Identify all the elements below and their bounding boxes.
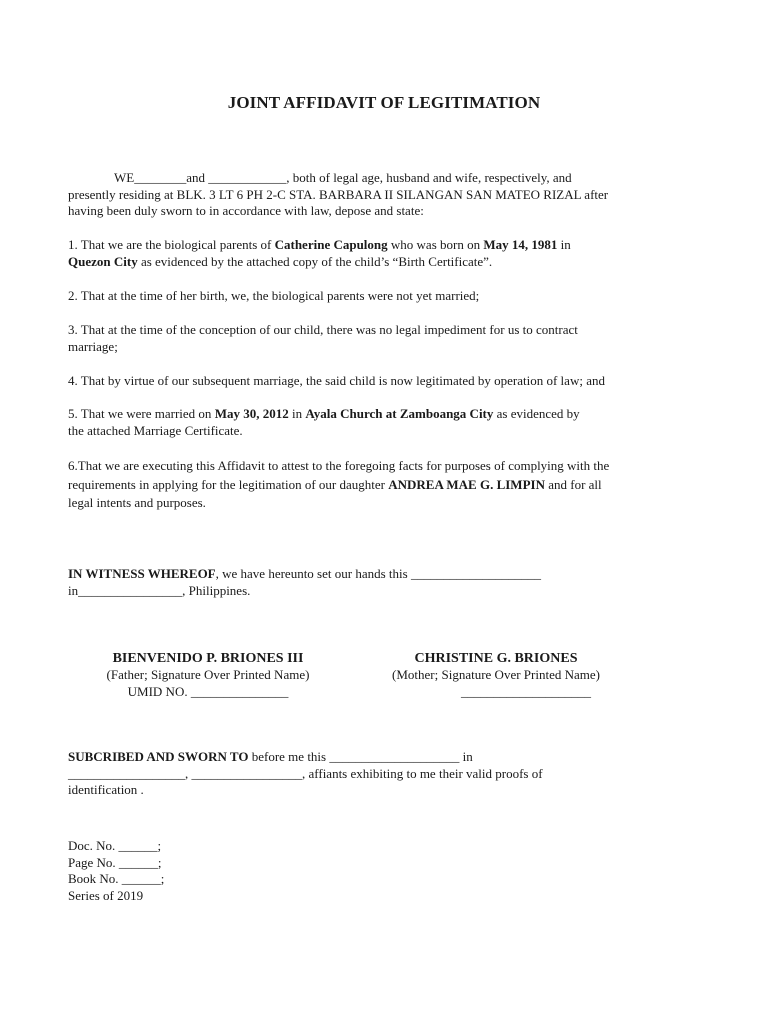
jurat-text-c: , affiants exhibiting to me their valid proofs of bbox=[302, 765, 543, 781]
witness-place-blank: ________________ bbox=[78, 582, 183, 598]
jurat-text-a: before me this bbox=[248, 749, 330, 764]
jurat-heading: SUBCRIBED AND SWORN TO bbox=[68, 749, 249, 764]
item-3-line-2: marriage; bbox=[68, 338, 118, 354]
item-5-text-a: 5. That we were married on bbox=[68, 406, 215, 421]
item-6-text-a: requirements in applying for the legitimation of our daughter bbox=[68, 476, 389, 492]
jurat-line-3: identification . bbox=[68, 782, 144, 797]
father-signature-block bbox=[68, 650, 348, 700]
item-3 bbox=[68, 322, 698, 355]
witness-line-2 bbox=[68, 583, 698, 600]
birth-date: May 14, 1981 bbox=[483, 237, 558, 252]
mother-name: CHRISTINE G. BRIONES bbox=[414, 651, 578, 666]
item-5 bbox=[68, 406, 698, 439]
birth-place: Quezon City bbox=[68, 253, 138, 269]
child-name: Catherine Capulong bbox=[274, 237, 388, 252]
jurat-line-2 bbox=[68, 766, 698, 783]
item-3-line-1: 3. That at the time of the conception of our child, there was no legal impediment for us to contract bbox=[68, 322, 578, 337]
item-6-line-3: legal intents and purposes. bbox=[68, 495, 206, 510]
book-no: Book No. ______; bbox=[68, 871, 165, 886]
witness-text-b: , Philippines. bbox=[182, 582, 251, 598]
jurat-blank-1: __________________ bbox=[68, 765, 185, 781]
jurat-text-b: in bbox=[459, 749, 473, 764]
document-title: JOINT AFFIDAVIT OF LEGITIMATION bbox=[227, 93, 541, 112]
jurat-comma: , bbox=[185, 765, 192, 781]
page-no: Page No. ______; bbox=[68, 854, 162, 870]
jurat-line-1 bbox=[68, 749, 698, 766]
intro-line-1 bbox=[68, 170, 698, 187]
witness-heading: IN WITNESS WHEREOF bbox=[68, 566, 216, 581]
intro-line-1-rest: , both of legal age, husband and wife, respectively, and bbox=[286, 170, 572, 185]
witness-text-a: , we have hereunto set our hands this bbox=[215, 566, 411, 581]
item-4: 4. That by virtue of our subsequent marriage, the said child is now legitimated by operation of law; and bbox=[68, 373, 605, 388]
marriage-place: Ayala Church at Zamboanga City bbox=[305, 406, 494, 421]
item-6-text-b: and for all bbox=[544, 476, 602, 492]
jurat-date-blank: ____________________ bbox=[329, 749, 460, 764]
intro-line-3: having been duly sworn to in accordance with law, depose and state: bbox=[68, 203, 424, 218]
mother-signature-block bbox=[356, 650, 636, 700]
item-1-text-d: as evidenced by the attached copy of the child’s “Birth Certificate”. bbox=[137, 253, 493, 269]
item-5-text-c: as evidenced by bbox=[493, 406, 580, 421]
marriage-date: May 30, 2012 bbox=[214, 406, 289, 421]
item-6-line-1: 6.That we are executing this Affidavit to attest to the foregoing facts for purposes of complying with the bbox=[68, 458, 610, 473]
wife-name-blank: ____________ bbox=[208, 170, 287, 185]
intro-we: WE bbox=[114, 170, 135, 185]
item-5-line-2: the attached Marriage Certificate. bbox=[68, 422, 243, 438]
father-role: (Father; Signature Over Printed Name) bbox=[106, 667, 310, 682]
item-1 bbox=[68, 237, 698, 270]
witness-clause bbox=[68, 566, 698, 599]
item-1-line-2 bbox=[68, 254, 698, 271]
item-1-text-a: 1. That we are the biological parents of bbox=[68, 237, 275, 252]
jurat-blank-2: _________________ bbox=[191, 765, 302, 781]
daughter-name: ANDREA MAE G. LIMPIN bbox=[388, 476, 545, 492]
item-1-line-1 bbox=[68, 237, 698, 254]
father-name: BIENVENIDO P. BRIONES III bbox=[112, 651, 304, 666]
father-umid bbox=[68, 684, 348, 701]
item-5-line-1 bbox=[68, 406, 698, 423]
item-1-text-c: in bbox=[557, 237, 571, 252]
husband-name-blank: ________ bbox=[134, 170, 187, 185]
witness-line-1 bbox=[68, 566, 698, 583]
item-6-line-2 bbox=[68, 477, 698, 494]
mother-signature-blank: ____________________ bbox=[461, 683, 591, 699]
item-6 bbox=[68, 458, 698, 512]
witness-in: in bbox=[68, 582, 79, 598]
series-year: Series of 2019 bbox=[68, 887, 144, 903]
doc-no: Doc. No. ______; bbox=[68, 838, 162, 853]
item-5-text-b: in bbox=[288, 406, 306, 421]
umid-blank: _______________ bbox=[190, 683, 289, 699]
witness-date-blank: ____________________ bbox=[410, 566, 541, 581]
umid-label: UMID NO. bbox=[127, 683, 191, 699]
intro-line-2: presently residing at BLK. 3 LT 6 PH 2-C STA. BARBARA II SILANGAN SAN MATEO RIZAL after bbox=[68, 186, 609, 202]
item-2: 2. That at the time of her birth, we, the biological parents were not yet married; bbox=[68, 288, 480, 303]
jurat bbox=[68, 749, 698, 799]
item-1-text-b: who was born on bbox=[387, 237, 484, 252]
intro-paragraph bbox=[68, 170, 698, 220]
mother-role: (Mother; Signature Over Printed Name) bbox=[392, 667, 600, 682]
notarial-details bbox=[68, 838, 164, 904]
intro-and: and bbox=[186, 170, 205, 185]
